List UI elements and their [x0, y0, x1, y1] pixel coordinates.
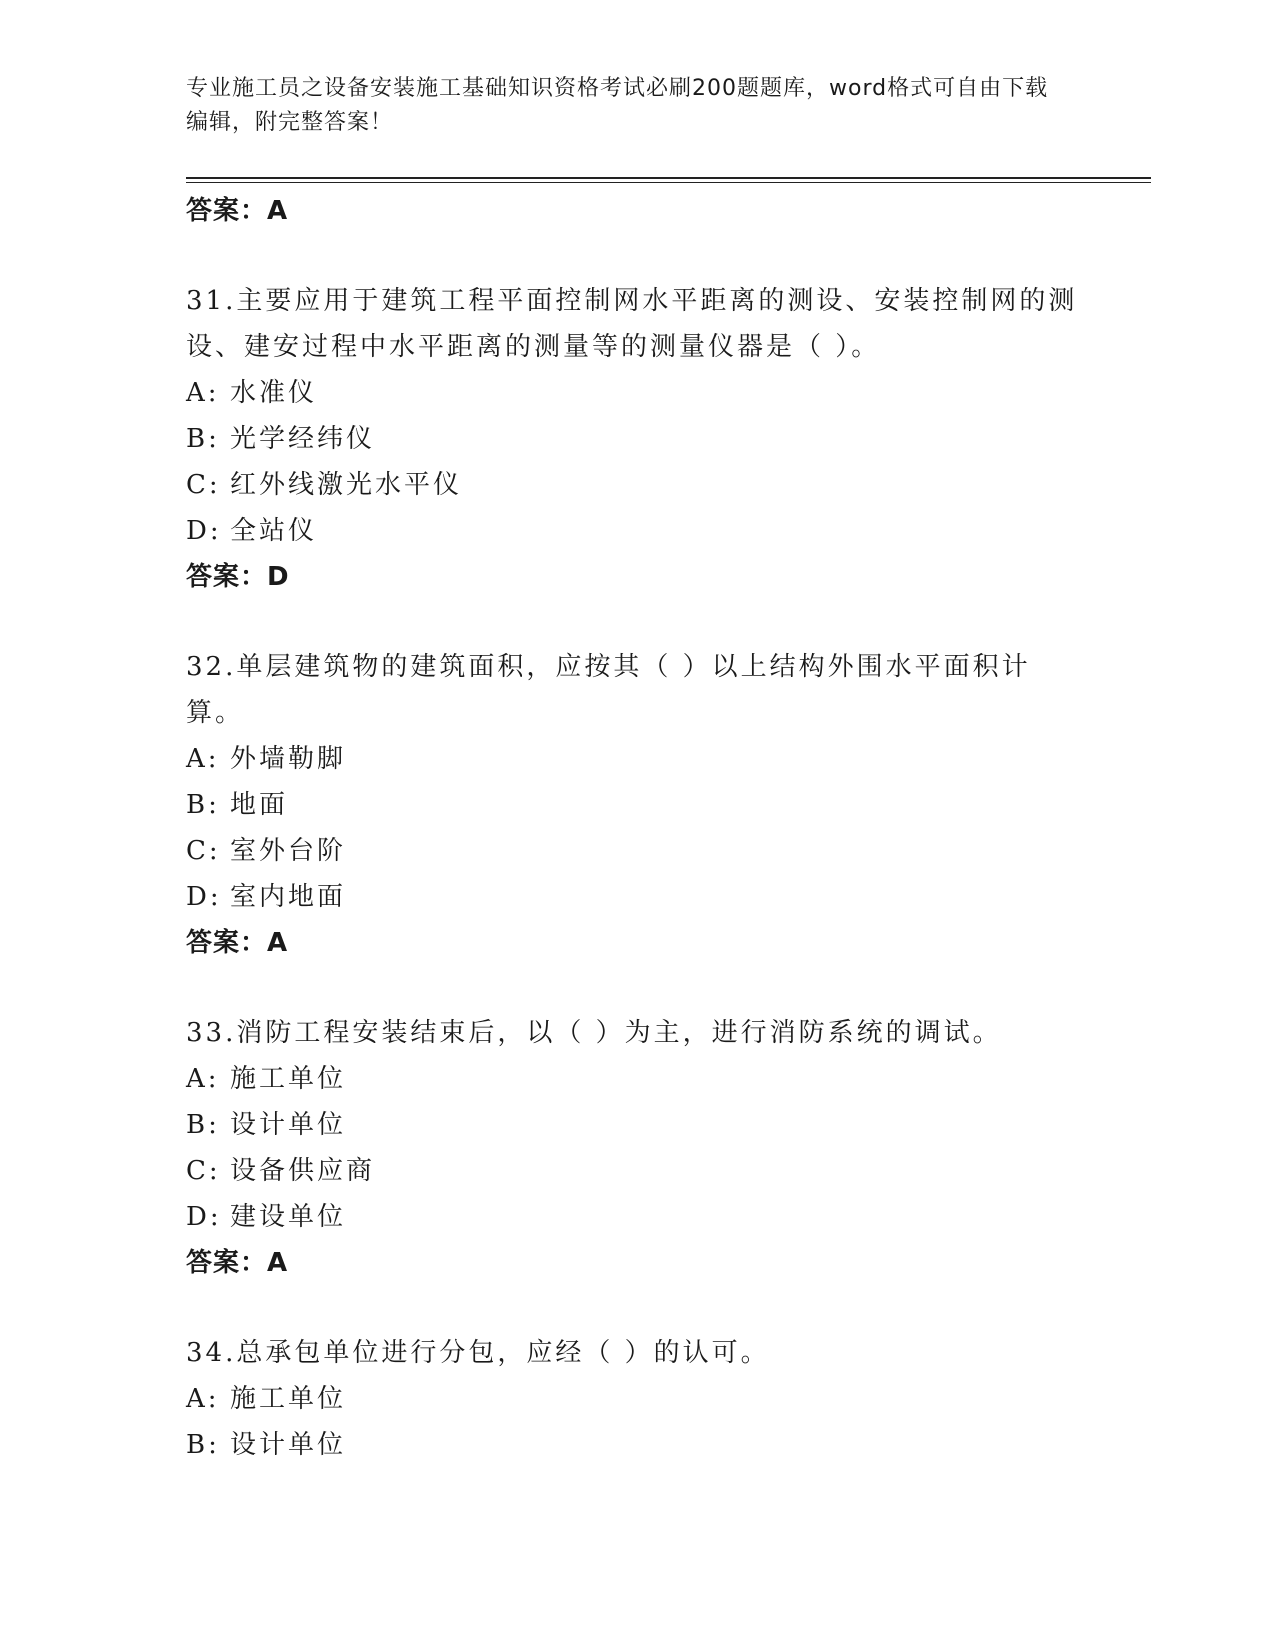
option-key: A: [186, 1064, 220, 1094]
option-key: A: [186, 744, 220, 774]
option-b [186, 1422, 1086, 1468]
document-header: 专业施工员之设备安装施工基础知识资格考试必刷200题题库，word格式可自由下载编辑，附完整答案！ [186, 76, 1049, 135]
question-stem: 33.消防工程安装结束后，以（ ）为主，进行消防系统的调试。 [186, 1018, 1002, 1048]
option-key: B: [186, 1430, 220, 1460]
question-stem: 31.主要应用于建筑工程平面控制网水平距离的测设、安装控制网的测设、建安过程中水平距离的测量等的测量仪器是（ ）。 [186, 286, 1078, 362]
header-divider-thin [186, 182, 1151, 183]
option-d [186, 1194, 1086, 1240]
option-a [186, 370, 1086, 416]
option-d [186, 508, 1086, 554]
option-key: C: [186, 470, 221, 500]
option-b [186, 782, 1086, 828]
question-list [186, 188, 1086, 1468]
question-stem: 32.单层建筑物的建筑面积，应按其（ ）以上结构外围水平面积计算。 [186, 652, 1031, 728]
option-a [186, 736, 1086, 782]
option-d [186, 874, 1086, 920]
option-b [186, 416, 1086, 462]
header-divider [186, 177, 1151, 179]
option-text: 设备供应商 [230, 1156, 376, 1186]
option-text: 设计单位 [230, 1110, 347, 1140]
option-text: 设计单位 [230, 1430, 347, 1460]
option-key: D: [186, 882, 222, 912]
option-key: B: [186, 424, 220, 454]
option-b [186, 1102, 1086, 1148]
option-a [186, 1376, 1086, 1422]
option-key: B: [186, 790, 220, 820]
option-key: C: [186, 836, 221, 866]
answer-line: 答案：D [186, 562, 290, 592]
option-text: 全站仪 [230, 516, 318, 546]
option-text: 外墙勒脚 [230, 744, 347, 774]
option-key: A: [186, 1384, 220, 1414]
option-text: 光学经纬仪 [230, 424, 376, 454]
option-a [186, 1056, 1086, 1102]
option-key: C: [186, 1156, 221, 1186]
question-stem: 34.总承包单位进行分包，应经（ ）的认可。 [186, 1338, 770, 1368]
option-text: 建设单位 [230, 1202, 347, 1232]
option-key: A: [186, 378, 220, 408]
option-c [186, 828, 1086, 874]
option-text: 水准仪 [230, 378, 318, 408]
option-c [186, 1148, 1086, 1194]
option-c [186, 462, 1086, 508]
answer-line: 答案：A [186, 1248, 289, 1278]
answer-line: 答案：A [186, 196, 289, 226]
option-text: 施工单位 [230, 1384, 347, 1414]
option-text: 室内地面 [230, 882, 347, 912]
option-key: D: [186, 516, 222, 546]
option-text: 施工单位 [230, 1064, 347, 1094]
option-text: 室外台阶 [230, 836, 347, 866]
option-text: 红外线激光水平仪 [230, 470, 463, 500]
answer-line: 答案：A [186, 928, 289, 958]
option-key: B: [186, 1110, 220, 1140]
option-text: 地面 [230, 790, 289, 820]
option-key: D: [186, 1202, 222, 1232]
